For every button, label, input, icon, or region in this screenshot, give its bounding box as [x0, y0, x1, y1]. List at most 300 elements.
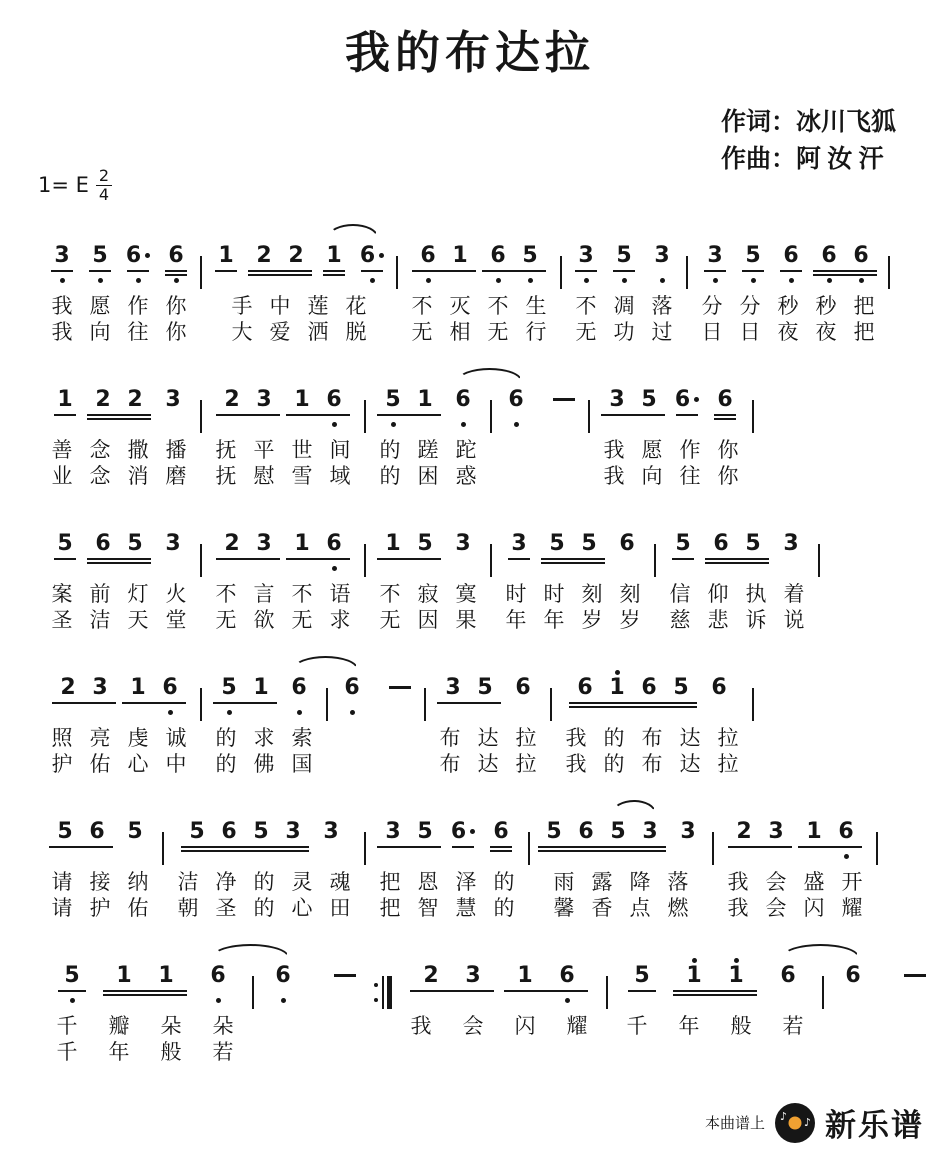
- vinyl-record-icon: [775, 1103, 815, 1143]
- note-body: [326, 531, 341, 556]
- lyric-char: 欲: [253, 608, 275, 633]
- note-digit: 6: [853, 243, 869, 269]
- lyric-row-1: [434, 722, 542, 751]
- note-body: [673, 675, 688, 700]
- lyric-char: 净: [215, 870, 237, 895]
- note: [84, 669, 116, 715]
- note-body: [445, 675, 460, 700]
- note-digit: 6: [490, 243, 506, 269]
- note: [715, 957, 757, 1003]
- note: [452, 957, 494, 1003]
- low-octave-dot: [615, 710, 620, 715]
- underline: [813, 270, 845, 272]
- note-digit: 1: [253, 675, 269, 701]
- underline: [89, 270, 111, 272]
- note-digit: 5: [385, 387, 401, 413]
- lyric-char: 我: [727, 870, 749, 895]
- measure: [722, 813, 868, 921]
- note-digit: 5: [745, 531, 761, 557]
- lyric-row-2: [598, 460, 744, 489]
- notes-row: [832, 957, 936, 1003]
- lyric-char: 年: [108, 1040, 130, 1065]
- duration-underlines: [248, 268, 280, 277]
- barline: [550, 688, 552, 721]
- low-octave-dot: [913, 998, 918, 1003]
- measure: [172, 813, 356, 921]
- note-body: [218, 243, 233, 268]
- measure: [696, 237, 880, 345]
- lyric-char: 布: [439, 726, 461, 751]
- score-line: [46, 367, 754, 489]
- underline: [452, 990, 494, 992]
- duration-underlines: [504, 988, 546, 997]
- note-digit: 3: [165, 531, 181, 557]
- duration-underlines: [52, 700, 84, 709]
- lyric-char: 开: [841, 870, 863, 895]
- note-body: [465, 963, 480, 988]
- lyric-char: 把: [379, 896, 401, 921]
- low-octave-dot: [523, 998, 528, 1003]
- duration-underlines: [145, 988, 187, 997]
- lyric-char: 闪: [514, 1014, 536, 1039]
- duration-underlines: [601, 412, 633, 421]
- barline: [200, 544, 202, 577]
- lyric-row-2: [46, 316, 192, 345]
- lyric-char: 善: [51, 438, 73, 463]
- note-digit: 5: [675, 531, 691, 557]
- low-octave-dot: [281, 998, 286, 1003]
- lyric-row-2: [696, 316, 880, 345]
- note-body: [417, 819, 432, 844]
- low-octave-dot: [496, 278, 501, 283]
- beamed-group: [87, 525, 151, 571]
- note: [671, 381, 703, 427]
- low-octave-dot: [458, 278, 463, 283]
- low-octave-dot: [227, 710, 232, 715]
- lyric-char: 脱: [345, 320, 367, 345]
- duration-underlines: [409, 556, 441, 565]
- note: [601, 669, 633, 715]
- note: [409, 813, 441, 859]
- underline: [672, 558, 694, 560]
- note: [245, 813, 277, 859]
- lyric-char: 往: [127, 320, 149, 345]
- lyric-char: 域: [329, 464, 351, 489]
- note-body: [189, 819, 204, 844]
- note: [248, 525, 280, 571]
- underline: [601, 706, 633, 708]
- note-digit: 6: [326, 387, 342, 413]
- lyric-char: 布: [641, 752, 663, 777]
- note: [286, 525, 318, 571]
- duration-underlines: [119, 412, 151, 421]
- note: [213, 813, 245, 859]
- underline: [54, 414, 76, 416]
- underline: [541, 558, 573, 560]
- lyric-char: 时: [543, 582, 565, 607]
- note-body: [323, 819, 338, 844]
- underline: [665, 702, 697, 704]
- credits-block: [721, 104, 896, 178]
- lyric-char: 爱: [269, 320, 291, 345]
- note-digit: 3: [445, 675, 461, 701]
- note-digit: 3: [54, 243, 70, 269]
- low-octave-dot: [300, 422, 305, 427]
- lyric-char: 我: [727, 896, 749, 921]
- lyric-row-2: [226, 316, 372, 345]
- note-body: [578, 819, 593, 844]
- note: [767, 957, 809, 1003]
- note: [122, 669, 154, 715]
- duration-underlines: [482, 268, 514, 277]
- low-octave-dot: [517, 566, 522, 571]
- barline: [396, 256, 398, 289]
- note-digit: 3: [578, 243, 594, 269]
- underline: [673, 990, 715, 992]
- lyric-char: 达: [477, 752, 499, 777]
- underline: [245, 846, 277, 848]
- lyric-row-2: [500, 604, 646, 633]
- lyric-char: 刻: [619, 582, 641, 607]
- lyric-char: 圣: [215, 896, 237, 921]
- note: [119, 525, 151, 571]
- lyric-char: 会: [765, 870, 787, 895]
- note: [569, 669, 601, 715]
- beamed-group: [377, 813, 441, 859]
- note-body: [680, 819, 695, 844]
- low-octave-dot: [101, 566, 106, 571]
- underline: [602, 850, 634, 852]
- duration-underlines: [548, 412, 580, 421]
- note-digit: 3: [165, 387, 181, 413]
- score: [46, 223, 940, 1065]
- lyric-char: 语: [329, 582, 351, 607]
- duration-underlines: [447, 412, 479, 421]
- duration-underlines: [84, 268, 116, 277]
- note: [760, 813, 792, 859]
- note-digit: 3: [783, 531, 799, 557]
- barline: [822, 976, 824, 1009]
- note: [737, 237, 769, 283]
- note: [570, 237, 602, 283]
- low-octave-dot: [391, 566, 396, 571]
- note-body: [210, 963, 225, 988]
- underline: [216, 558, 248, 560]
- measure: [46, 525, 192, 633]
- lyric-char: 千: [56, 1014, 78, 1039]
- augmentation-dot: [470, 829, 475, 834]
- note-body: [451, 819, 475, 844]
- lyric-char: 夜: [777, 320, 799, 345]
- duration-underlines: [798, 844, 830, 853]
- low-octave-dot: [552, 854, 557, 859]
- lyric-char: 拉: [515, 752, 537, 777]
- note-body: [904, 963, 926, 988]
- note-body: [838, 819, 853, 844]
- note: [447, 525, 479, 571]
- underline: [277, 850, 309, 852]
- low-octave-dot: [343, 998, 348, 1003]
- duration-underlines: [410, 988, 452, 997]
- lyric-row-1: [210, 434, 356, 463]
- lyric-char: 智: [417, 896, 439, 921]
- key-tonic: 1= E: [38, 173, 89, 198]
- notes-row: [216, 381, 350, 427]
- note-digit: 2: [288, 243, 304, 269]
- underline: [575, 270, 597, 272]
- note-body: [389, 675, 411, 700]
- note-body: [610, 819, 625, 844]
- duration-underlines: [87, 412, 119, 421]
- underline: [633, 702, 665, 704]
- lyric-char: 凋: [613, 294, 635, 319]
- note-body: [288, 243, 303, 268]
- duration-underlines: [444, 268, 476, 277]
- note-digit: 5: [417, 819, 433, 845]
- note-digit: 3: [256, 531, 272, 557]
- note: [709, 381, 741, 427]
- low-octave-dot: [648, 854, 653, 859]
- lyric-char: 磨: [165, 464, 187, 489]
- note-digit: 3: [323, 819, 339, 845]
- note: [705, 525, 737, 571]
- measure: [406, 237, 552, 345]
- lyric-char: 日: [739, 320, 761, 345]
- underline: [87, 562, 119, 564]
- lyric-char: 无: [575, 320, 597, 345]
- underline: [780, 270, 802, 272]
- notes-row: [336, 669, 416, 715]
- note-digit: 1: [385, 531, 401, 557]
- note-body: [116, 963, 131, 988]
- music-note-icon: ♪: [780, 1109, 788, 1123]
- underline: [127, 270, 149, 272]
- low-octave-dot: [851, 998, 856, 1003]
- note-digit: 3: [92, 675, 108, 701]
- duration-underlines: [633, 412, 665, 421]
- duration-underlines: [570, 268, 602, 277]
- lyric-char: 作: [679, 438, 701, 463]
- note: [283, 669, 315, 715]
- underline: [181, 846, 213, 848]
- low-octave-dot: [259, 854, 264, 859]
- underline: [508, 558, 530, 560]
- note: [503, 525, 535, 571]
- low-octave-dot: [63, 566, 68, 571]
- low-octave-dot: [528, 278, 533, 283]
- note: [84, 237, 116, 283]
- lyric-char: 布: [439, 752, 461, 777]
- low-octave-dot: [332, 566, 337, 571]
- underline: [569, 706, 601, 708]
- lyric-row-2: [560, 748, 744, 777]
- notes-row: [570, 237, 678, 283]
- repeat-dot: [374, 983, 378, 987]
- underline: [704, 270, 726, 272]
- underline: [119, 562, 151, 564]
- note: [122, 237, 154, 283]
- note-digit: 6: [275, 963, 291, 989]
- measure: [374, 813, 520, 921]
- duration-underlines: [737, 556, 769, 565]
- measure: [598, 381, 744, 489]
- lyric-char: 香: [591, 896, 613, 921]
- note-body: [675, 531, 690, 556]
- lyric-char: 我: [603, 464, 625, 489]
- measure: [46, 669, 192, 777]
- note-digit: 5: [522, 243, 538, 269]
- lyric-char: 你: [165, 320, 187, 345]
- barline: [560, 256, 562, 289]
- note: [673, 957, 715, 1003]
- note: [216, 525, 248, 571]
- low-octave-dot: [423, 422, 428, 427]
- note: [280, 237, 312, 283]
- duration-underlines: [507, 700, 539, 709]
- note-digit: 6: [674, 387, 691, 413]
- note-body: [821, 243, 836, 268]
- low-octave-dot: [423, 566, 428, 571]
- lyric-char: 拉: [515, 726, 537, 751]
- note-body: [420, 243, 435, 268]
- lyric-char: 不: [291, 582, 313, 607]
- note-digit: 3: [285, 819, 301, 845]
- low-octave-dot: [63, 854, 68, 859]
- note-digit: 6: [210, 963, 226, 989]
- beamed-group: [52, 669, 116, 715]
- duration-underlines: [541, 556, 573, 565]
- low-octave-dot: [133, 854, 138, 859]
- underline: [280, 270, 312, 272]
- underline: [165, 274, 187, 276]
- lyric-char: 岁: [619, 608, 641, 633]
- note-body: [686, 963, 701, 988]
- note-digit: 3: [385, 819, 401, 845]
- low-octave-dot: [259, 710, 264, 715]
- measure: [832, 957, 936, 1060]
- underline: [570, 850, 602, 852]
- lyric-char: 莲: [307, 294, 329, 319]
- lyric-char: 不: [487, 294, 509, 319]
- duration-underlines: [671, 412, 703, 421]
- note-digit: 6: [125, 243, 142, 269]
- low-octave-dot: [136, 278, 141, 283]
- underline: [165, 270, 187, 272]
- lyric-char: 作: [127, 294, 149, 319]
- note: [318, 381, 350, 427]
- low-octave-dot: [647, 422, 652, 427]
- underline: [737, 562, 769, 564]
- measure: [336, 669, 416, 772]
- underline: [541, 562, 573, 564]
- lyric-char: 若: [782, 1014, 804, 1039]
- barline: [752, 400, 754, 433]
- underline: [490, 846, 512, 848]
- note-digit: 6: [450, 819, 467, 845]
- note: [377, 525, 409, 571]
- lyric-char: 恩: [417, 870, 439, 895]
- note-digit: 6: [821, 243, 837, 269]
- note-body: [806, 819, 821, 844]
- note-digit: 6: [717, 387, 733, 413]
- lyric-char: 落: [667, 870, 689, 895]
- notes-row: [538, 813, 704, 859]
- notes-row: [49, 381, 189, 427]
- beamed-group: [504, 957, 588, 1003]
- low-octave-dot: [63, 422, 68, 427]
- barline: [606, 976, 608, 1009]
- underline: [570, 846, 602, 848]
- underline: [248, 274, 280, 276]
- underline: [490, 850, 512, 852]
- underline: [412, 270, 444, 272]
- duration-underlines: [447, 844, 479, 853]
- measure: [560, 669, 744, 777]
- lyric-char: 会: [765, 896, 787, 921]
- lyric-row-1: [46, 866, 154, 895]
- note-body: [675, 387, 699, 412]
- lyric-row-1: [500, 578, 646, 607]
- note-digit: 1: [517, 963, 533, 989]
- note: [447, 381, 479, 427]
- low-octave-dot: [461, 422, 466, 427]
- barline: [162, 832, 164, 865]
- note-digit: 6: [783, 243, 799, 269]
- notes-row: [621, 957, 809, 1003]
- lyric-char: 大: [231, 320, 253, 345]
- note: [845, 237, 877, 283]
- duration-underlines: [122, 700, 154, 709]
- lyric-row-2: [46, 460, 192, 489]
- note-body: [275, 963, 290, 988]
- lyric-char: 求: [329, 608, 351, 633]
- brand-name: 新乐谱: [825, 1108, 924, 1143]
- beamed-group: [410, 957, 494, 1003]
- underline: [318, 558, 350, 560]
- note-body: [783, 243, 798, 268]
- low-octave-dot: [262, 278, 267, 283]
- lyric-row-1: [46, 434, 192, 463]
- duration-underlines: [608, 268, 640, 277]
- duration-underlines: [775, 556, 807, 565]
- note: [538, 813, 570, 859]
- duration-underlines: [437, 700, 469, 709]
- note: [646, 237, 678, 283]
- measure: [538, 813, 704, 921]
- underline: [52, 702, 84, 704]
- note-body: [57, 819, 72, 844]
- low-octave-dot: [615, 422, 620, 427]
- lyric-char: 达: [679, 752, 701, 777]
- low-octave-dot: [133, 566, 138, 571]
- low-octave-dot: [812, 854, 817, 859]
- underline: [546, 990, 588, 992]
- lyric-char: 无: [411, 320, 433, 345]
- note-body: [609, 675, 624, 700]
- underline: [103, 990, 145, 992]
- lyric-char: 护: [51, 752, 73, 777]
- duration-underlines: [157, 556, 189, 565]
- barline: [424, 688, 426, 721]
- note-body: [334, 963, 356, 988]
- barline: [252, 976, 254, 1009]
- underline: [538, 850, 570, 852]
- note-digit: 1: [609, 675, 625, 701]
- note-digit: 3: [455, 531, 471, 557]
- low-octave-dot: [370, 278, 375, 283]
- lyric-row-1: [406, 290, 552, 319]
- low-octave-dot: [291, 854, 296, 859]
